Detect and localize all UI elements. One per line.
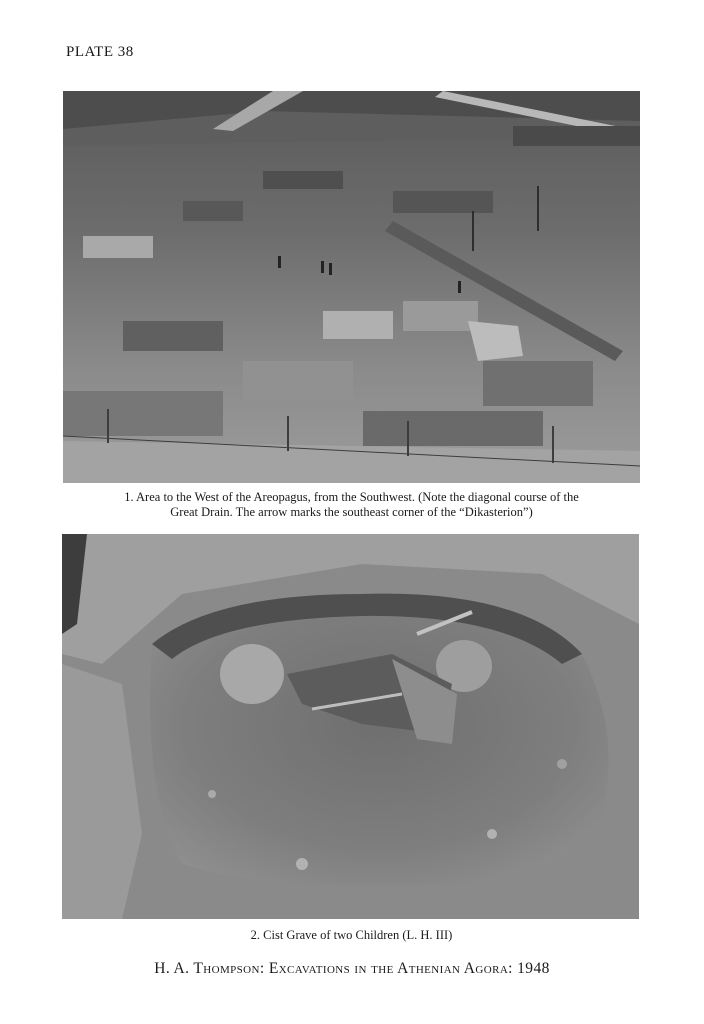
excavation-area-photo xyxy=(63,91,640,483)
running-footer xyxy=(0,960,704,978)
figure-1-caption xyxy=(63,490,640,520)
figure-2-caption xyxy=(63,928,640,943)
figure-2-caption-line-1: 2. Cist Grave of two Children (L. H. III) xyxy=(250,928,453,942)
footer-year-separator: : xyxy=(508,960,518,977)
footer-separator: : xyxy=(259,960,269,977)
cist-grave-photo-drawing xyxy=(62,534,639,919)
figure-1-caption-line-1: 1. Area to the West of the Areopagus, from the Southwest. (Note the diagonal course of the xyxy=(124,490,579,504)
footer-title: Excavations in the Athenian Agora xyxy=(268,960,509,977)
figure-1-caption-line-2: Great Drain. The arrow marks the southeast corner of the “Dikasterion”) xyxy=(170,505,533,519)
plate-number: PLATE 38 xyxy=(66,44,134,60)
cist-grave-photo xyxy=(62,534,639,919)
footer-year: 1948 xyxy=(517,960,550,977)
excavation-area-photo-drawing xyxy=(63,91,640,483)
footer-author: H. A. Thompson xyxy=(154,960,260,977)
